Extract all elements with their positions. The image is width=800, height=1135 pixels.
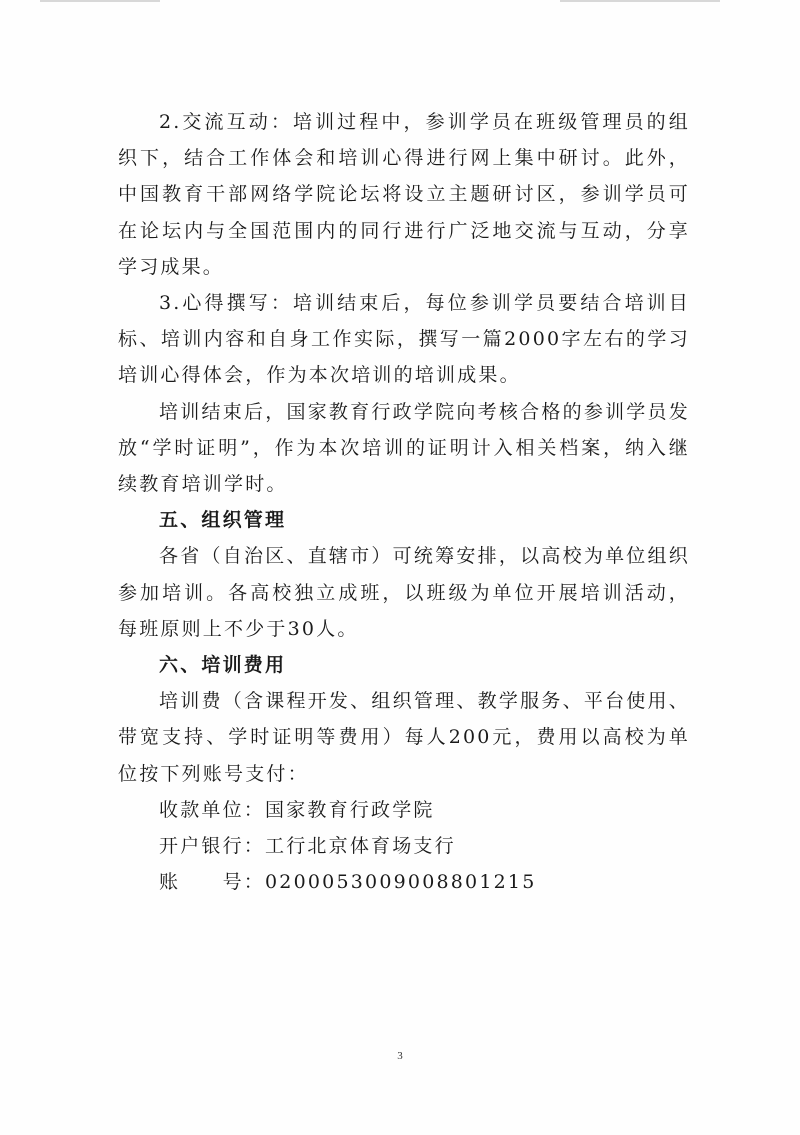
payee-label: 收款单位：	[159, 798, 266, 821]
payee-value: 国家教育行政学院	[265, 798, 435, 821]
paragraph-fees: 培训费（含课程开发、组织管理、教学服务、平台使用、带宽支持、学时证明等费用）每人200元，费用以高校为单位按下列账号支付：	[118, 690, 690, 785]
bank-label: 开户银行：	[159, 835, 266, 858]
section-heading-organization: 五、组织管理	[159, 509, 287, 532]
bank-line	[118, 828, 690, 864]
account-value: 0200053009008801215	[265, 871, 537, 894]
paragraph-organization: 各省（自治区、直辖市）可统筹安排，以高校为单位组织参加培训。各高校独立成班，以班级为单位开展培训活动，每班原则上不少于30人。	[118, 545, 690, 640]
page-number: 3	[397, 1050, 403, 1062]
scan-artifact	[40, 0, 160, 2]
account-label: 账 号：	[159, 871, 266, 894]
scan-artifact	[560, 0, 720, 2]
section-heading-fees: 六、培训费用	[159, 654, 287, 677]
account-line	[118, 864, 690, 900]
document-body	[118, 104, 690, 900]
paragraph-reflection: 3.心得撰写：培训结束后，每位参训学员要结合培训目标、培训内容和自身工作实际，撰写一篇2000字左右的学习培训心得体会，作为本次培训的培训成果。	[118, 292, 690, 387]
paragraph-certificate: 培训结束后，国家教育行政学院向考核合格的参训学员发放“学时证明”，作为本次培训的证明计入相关档案，纳入继续教育培训学时。	[118, 400, 690, 496]
bank-value: 工行北京体育场支行	[265, 835, 456, 858]
paragraph-interaction: 2.交流互动：培训过程中，参训学员在班级管理员的组织下，结合工作体会和培训心得进行网上集中研讨。此外，中国教育干部网络学院论坛将设立主题研讨区，参训学员可在论坛内与全国范围内的同行进行广泛地交流与互动，分享学习成果。	[118, 111, 690, 278]
payee-line	[118, 792, 690, 828]
